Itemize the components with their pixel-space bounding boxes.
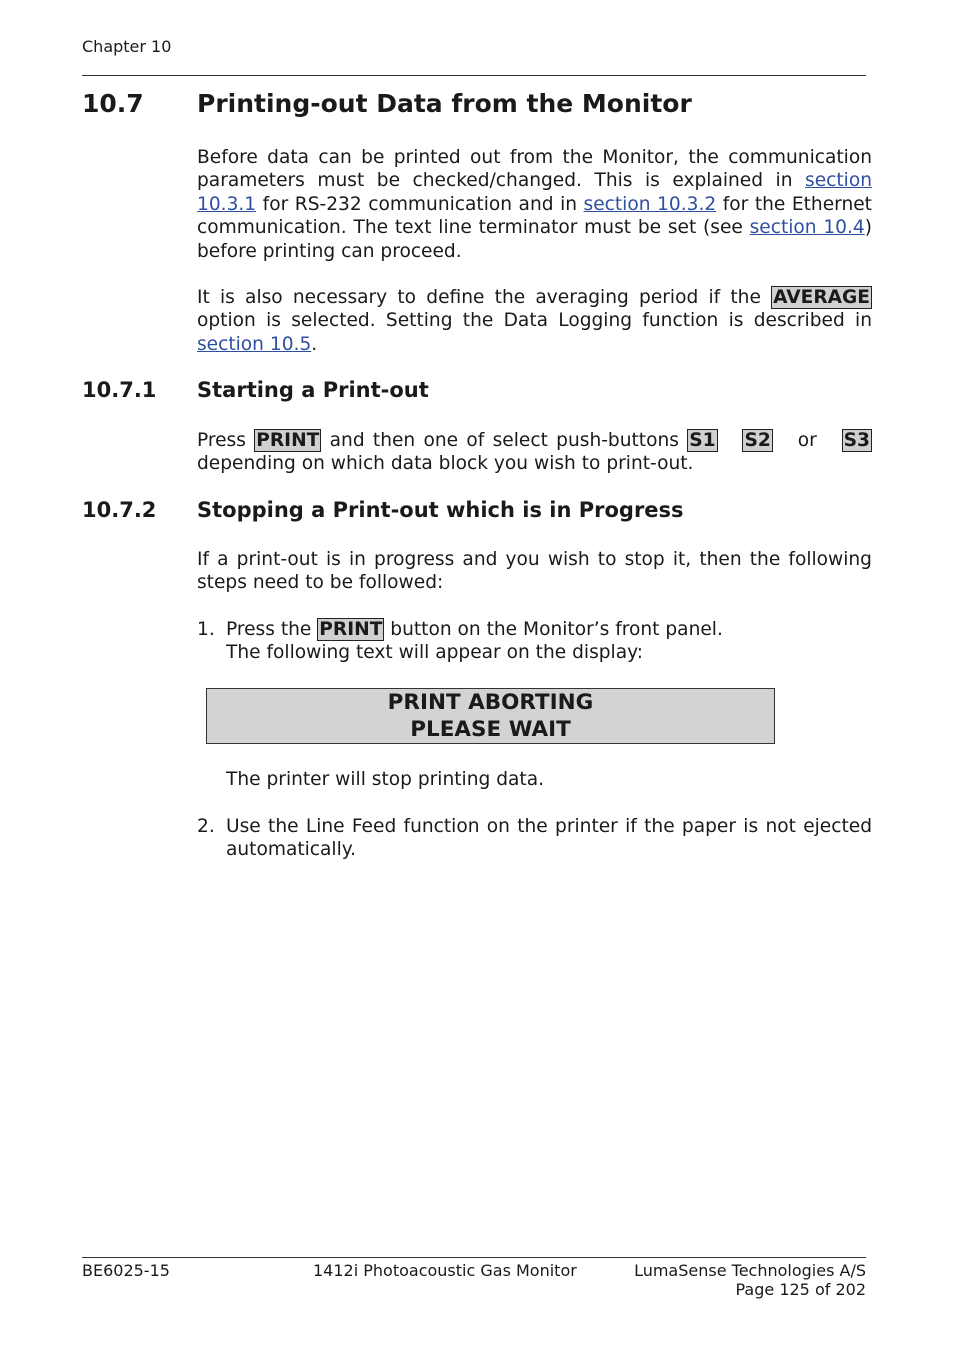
- average-key: AVERAGE: [773, 287, 870, 308]
- monitor-display: [206, 688, 775, 744]
- print-key: PRINT: [319, 619, 383, 640]
- para-text: It is also necessary to define the averaging period if the: [197, 287, 772, 308]
- step-number: 2.: [197, 816, 215, 837]
- para-text: depending on which data block you wish to print-out.: [197, 453, 694, 475]
- link-section-10-3-1[interactable]: section 10.3.1: [197, 170, 872, 215]
- para-text: .: [311, 333, 318, 355]
- intro-paragraph: [197, 146, 872, 263]
- subsection-heading-starting: [82, 378, 429, 402]
- footer-company: LumaSense Technologies A/S: [634, 1261, 866, 1280]
- para-text: The following text will appear on the display:: [226, 642, 644, 664]
- para-text: button on the Monitor’s front panel.: [384, 619, 723, 640]
- header-rule: [82, 75, 866, 76]
- average-paragraph: [197, 286, 872, 356]
- para-text: and then one of select push-buttons: [321, 430, 688, 451]
- print-key: PRINT: [256, 430, 320, 451]
- footer-rule: [82, 1257, 866, 1258]
- step-1-text: [226, 618, 872, 665]
- display-line-2: PLEASE WAIT: [410, 717, 571, 742]
- subsection-title: Starting a Print-out: [197, 378, 429, 402]
- para-text: or: [789, 430, 826, 451]
- subsection-number: 10.7.1: [82, 378, 157, 402]
- para-text: for the Ethernet communication. The text line terminator must be set (see: [197, 193, 872, 239]
- section-heading: [82, 89, 692, 118]
- footer-company-page: [634, 1261, 866, 1299]
- link-section-10-4[interactable]: section 10.4: [749, 217, 865, 239]
- after-display-text: The printer will stop printing data.: [226, 769, 545, 790]
- para-text: Press: [197, 430, 255, 451]
- footer-page-number: Page 125 of 202: [735, 1280, 866, 1299]
- subsection-heading-stopping: [82, 498, 684, 522]
- chapter-header: Chapter 10: [82, 37, 172, 56]
- para-text: for RS-232 communication and in: [256, 193, 584, 215]
- para-text: Before data can be printed out from the Monitor, the communication parameters must be checked/changed. This is explained in: [197, 147, 872, 192]
- s1-key: S1: [689, 430, 716, 451]
- s2-key: S2: [744, 430, 771, 451]
- step-number: 1.: [197, 619, 215, 640]
- link-section-10-3-2[interactable]: section 10.3.2: [583, 193, 717, 215]
- starting-paragraph: [197, 429, 872, 476]
- para-text: ) before printing can proceed.: [197, 217, 873, 262]
- section-title: Printing-out Data from the Monitor: [197, 89, 692, 118]
- footer-doc-id: BE6025-15: [82, 1261, 170, 1280]
- section-number: 10.7: [82, 89, 144, 118]
- subsection-number: 10.7.2: [82, 498, 157, 522]
- stopping-intro: If a print-out is in progress and you wish to stop it, then the following steps need to be followed:: [197, 549, 872, 594]
- step-2-text: Use the Line Feed function on the printer if the paper is not ejected automatically.: [226, 816, 872, 861]
- para-text: option is selected. Setting the Data Logging function is described in: [197, 310, 872, 332]
- para-text: Press the: [226, 619, 318, 640]
- link-section-10-5[interactable]: section 10.5: [197, 333, 312, 355]
- s3-key: S3: [843, 430, 870, 451]
- footer-product: 1412i Photoacoustic Gas Monitor: [313, 1261, 577, 1280]
- subsection-title: Stopping a Print-out which is in Progress: [197, 498, 684, 522]
- display-line-1: PRINT ABORTING: [387, 690, 594, 715]
